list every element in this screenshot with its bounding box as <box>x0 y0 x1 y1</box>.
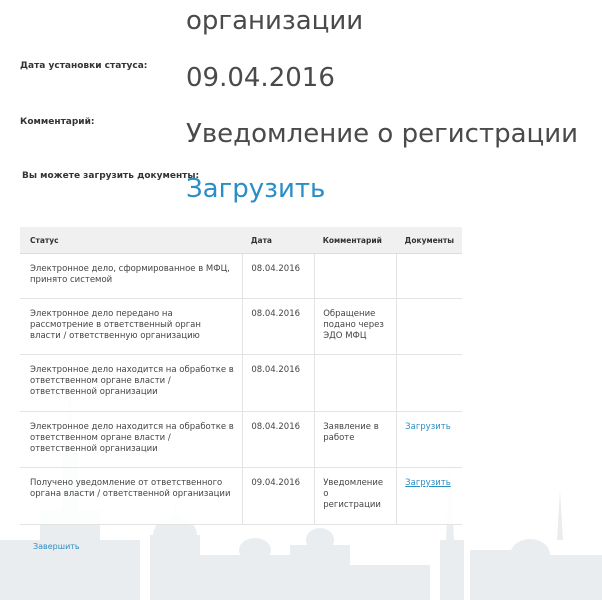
table-row <box>20 468 462 525</box>
date-cell: 08.04.2016 <box>243 355 315 412</box>
date-cell: 08.04.2016 <box>243 254 315 299</box>
status-date-label: Дата установки статуса: <box>20 61 148 71</box>
comment-cell: Заявление в работе <box>315 412 397 468</box>
table-row <box>20 355 462 412</box>
documents-cell <box>397 468 462 525</box>
status-cell: Электронное дело находится на обработке в ответственном органе власти / ответственной организации <box>20 412 243 468</box>
documents-cell <box>397 355 462 412</box>
status-cell: Получено уведомление от ответственного органа власти / ответственной организации <box>20 468 243 525</box>
upload-documents-link[interactable]: Загрузить <box>186 174 326 204</box>
column-header-date: Дата <box>243 227 315 254</box>
row-upload-link[interactable]: Загрузить <box>405 422 451 432</box>
table-header-row <box>20 227 462 254</box>
date-cell: 08.04.2016 <box>243 299 315 355</box>
date-cell: 09.04.2016 <box>243 468 315 525</box>
status-cell: Электронное дело находится на обработке в ответственном органе власти / ответственной организации <box>20 355 243 412</box>
status-cell: Электронное дело передано на рассмотрение в ответственный орган власти / ответственную организацию <box>20 299 243 355</box>
table-row <box>20 254 462 299</box>
status-date-value: 09.04.2016 <box>186 63 335 93</box>
table-row <box>20 299 462 355</box>
status-history-table <box>20 227 462 525</box>
finish-link[interactable]: Завершить <box>33 542 80 551</box>
documents-cell <box>397 299 462 355</box>
comment-cell <box>315 254 397 299</box>
column-header-documents: Документы <box>397 227 462 254</box>
documents-cell <box>397 412 462 468</box>
comment-label: Комментарий: <box>20 117 95 127</box>
organization-title-tail: организации <box>186 6 364 36</box>
comment-cell <box>315 355 397 412</box>
column-header-comment: Комментарий <box>315 227 397 254</box>
comment-cell: Обращение подано через ЭДО МФЦ <box>315 299 397 355</box>
documents-cell <box>397 254 462 299</box>
status-cell: Электронное дело, сформированное в МФЦ, принято системой <box>20 254 243 299</box>
comment-value: Уведомление о регистрации <box>186 119 579 149</box>
row-upload-link[interactable]: Загрузить <box>405 478 451 488</box>
column-header-status: Статус <box>20 227 243 254</box>
table-row <box>20 412 462 468</box>
comment-cell: Уведомление о регистрации <box>315 468 397 525</box>
upload-documents-label: Вы можете загрузить документы: <box>22 171 200 181</box>
date-cell: 08.04.2016 <box>243 412 315 468</box>
